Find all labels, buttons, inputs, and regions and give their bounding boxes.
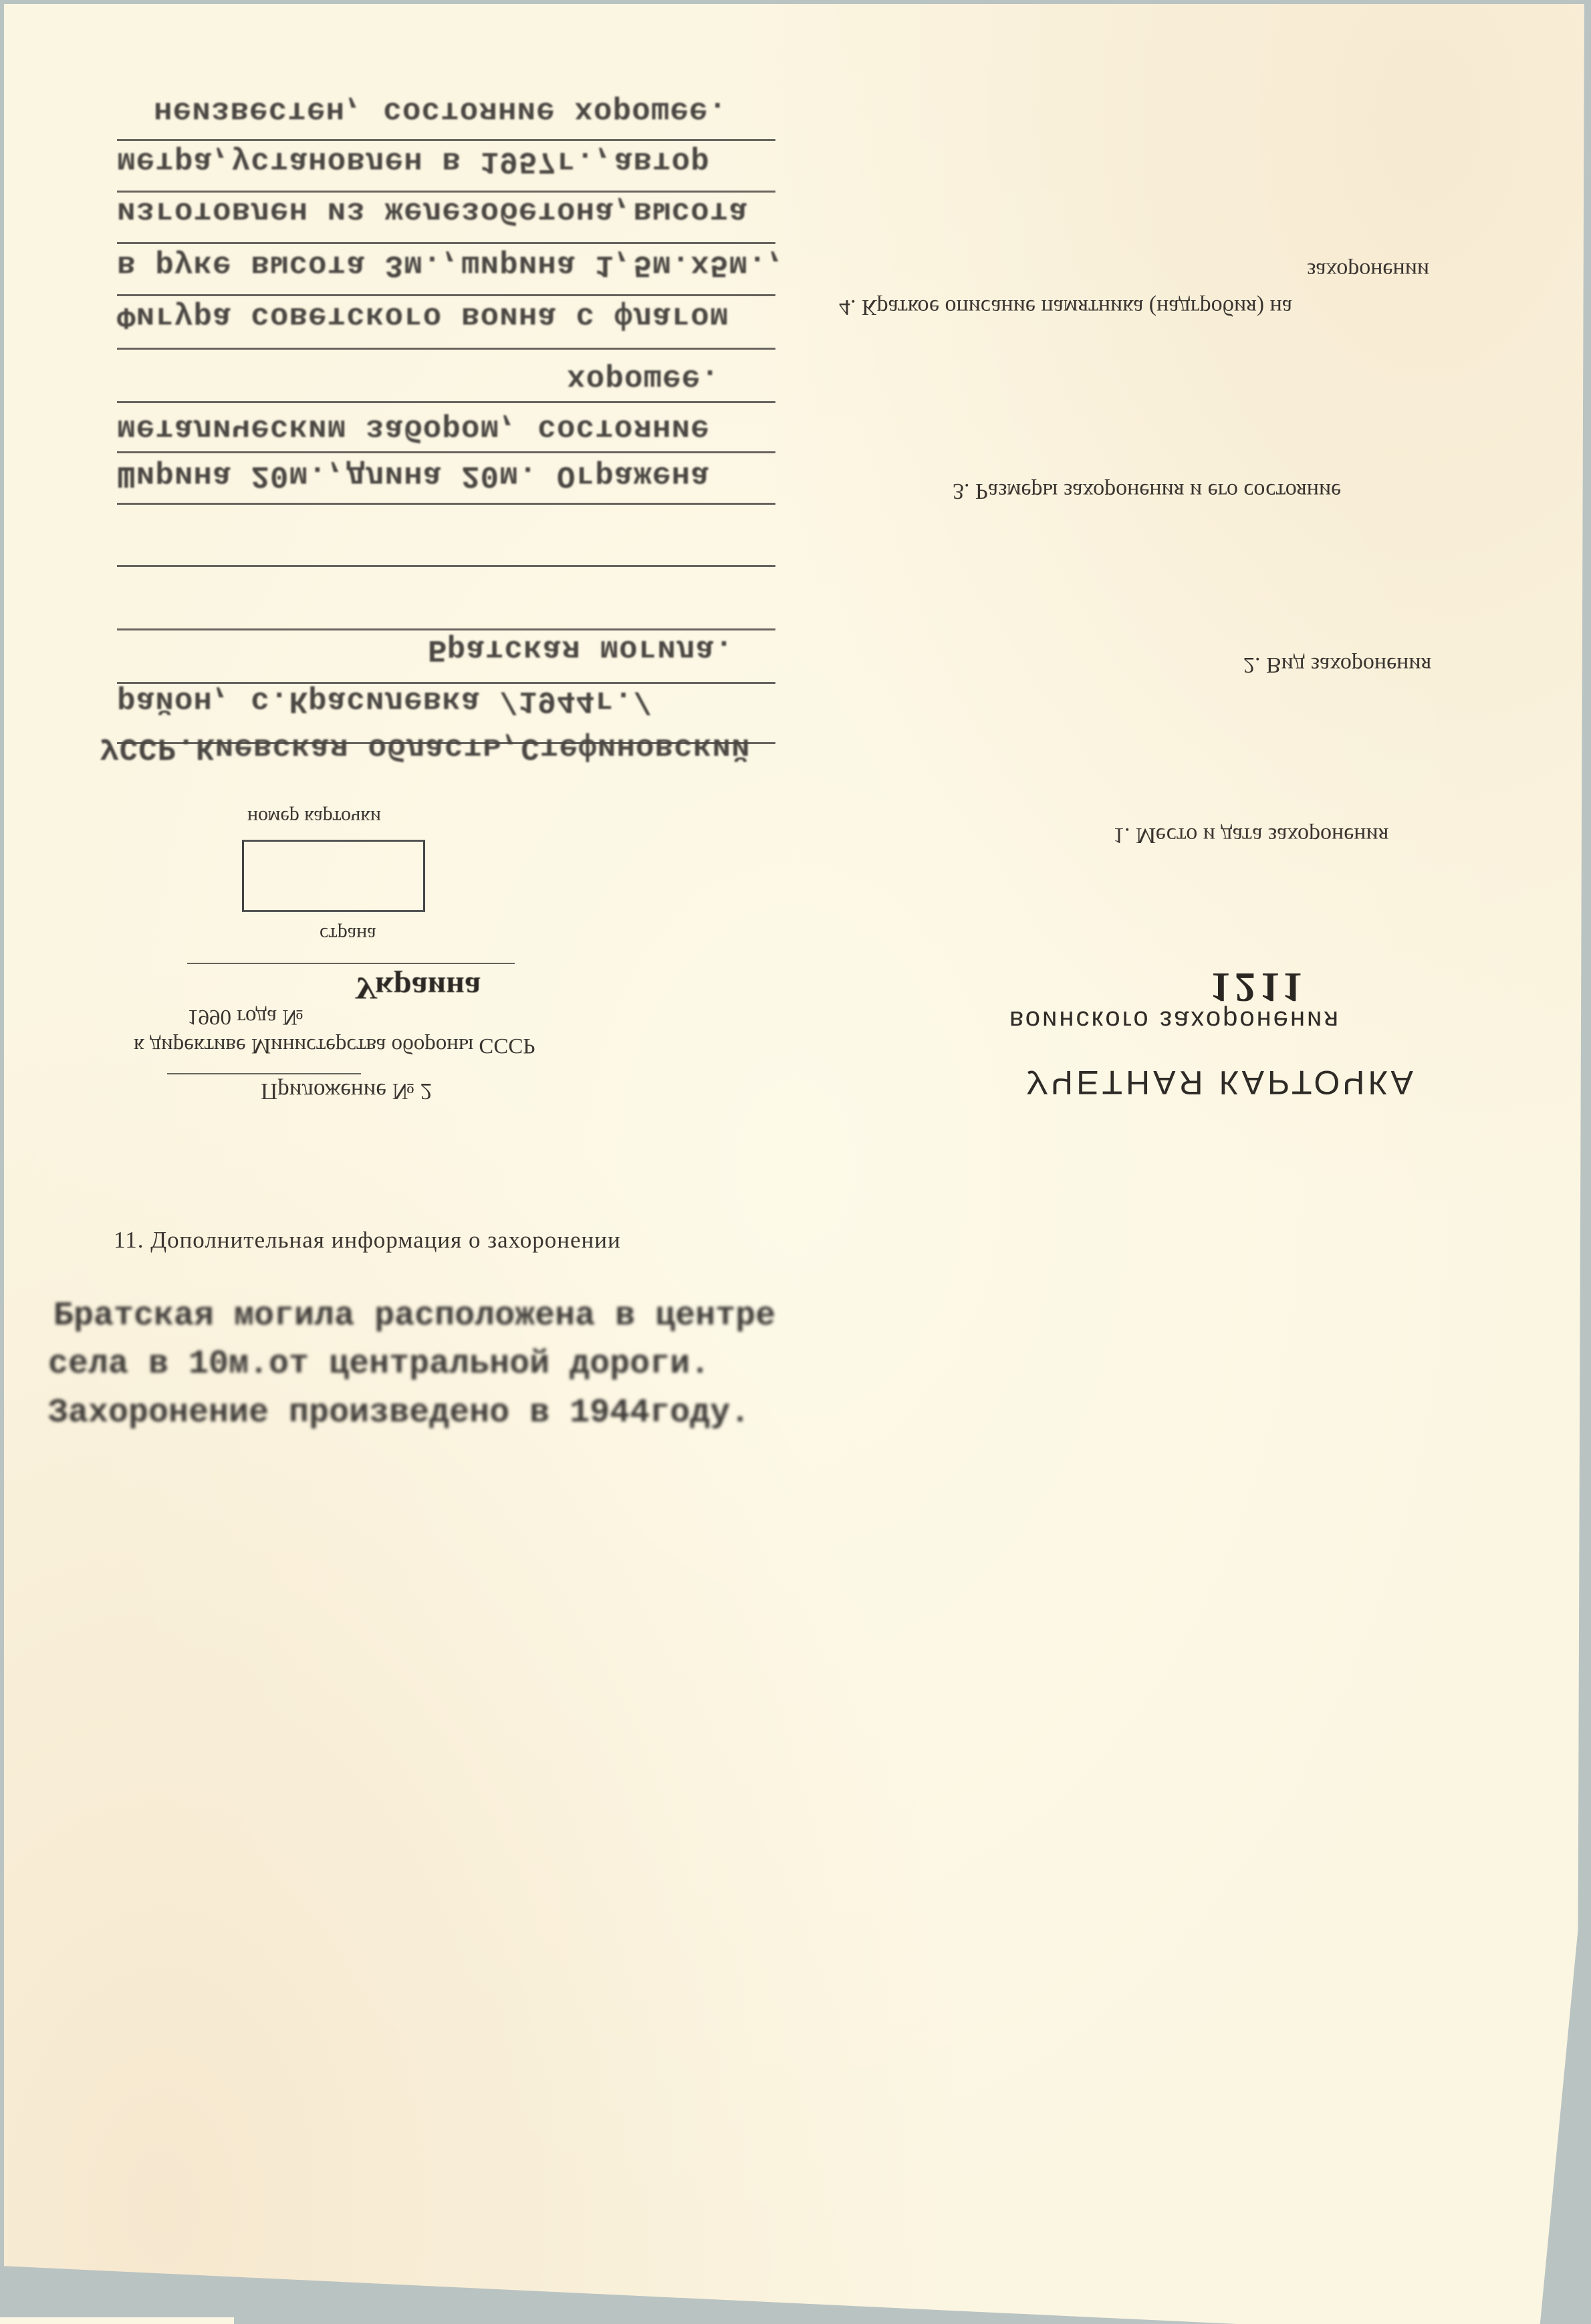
- field3-rule: [117, 401, 775, 403]
- field11-label: 11. Дополнительная информация о захоронении: [114, 1227, 621, 1253]
- field4-rule: [117, 242, 775, 244]
- field3-line1: Ширина 20м.,длина 20м. Огражена: [117, 458, 710, 493]
- appendix-line2: к директиве Министерства обороны СССР: [134, 1034, 535, 1058]
- field4-rule: [117, 294, 775, 296]
- field3-line2: металическим забором, состояние: [117, 411, 710, 446]
- blank-rule: [117, 565, 775, 567]
- field3-label: 3. Размеры захоронения и его состояние: [953, 479, 1342, 503]
- field2-value: Братская могила.: [428, 632, 734, 667]
- card-number-box[interactable]: [242, 840, 425, 912]
- field4-label-line1: 4. Краткое описание памятника (надгробия) на: [839, 295, 1292, 320]
- card-title: УЧЕТНАЯ КАРТОЧКА: [1026, 1064, 1417, 1101]
- country-value: Украина: [354, 970, 481, 1006]
- country-rule: [187, 963, 515, 964]
- country-caption: страна: [320, 923, 376, 945]
- card-subtitle: воинского захоронения: [1009, 1006, 1341, 1035]
- field4-rule: [117, 191, 775, 193]
- field1-label: 1. Место и дата захоронения: [1113, 823, 1389, 848]
- field2-label: 2. Вид захоронения: [1243, 653, 1432, 677]
- appendix-rule: [167, 1073, 361, 1074]
- appendix-line3: 1990 года №: [187, 1005, 303, 1029]
- field4-line3: изготовлен из железобетона,высота: [117, 194, 748, 229]
- field3-line3: хорошее.: [567, 361, 720, 396]
- field4-line4: метра,установлен в 1957г.,автор: [117, 144, 710, 179]
- card-number: 1211: [1210, 964, 1307, 1010]
- card-number-caption: номер карточки: [247, 806, 381, 828]
- field11-line1: Братская могила расположена в центре: [53, 1297, 776, 1335]
- field4-rule: [117, 139, 775, 141]
- field4-label-line2: захоронении: [1307, 258, 1430, 283]
- field4-line5: неизвестен, состояние хорошее.: [154, 94, 728, 128]
- field3-rule: [117, 503, 775, 505]
- field1-line2: район, с.Красилевка /1944г./: [117, 683, 652, 718]
- appendix-line1: Приложение № 2: [261, 1078, 433, 1105]
- field1-line1: УССР.Киевская область,Стефиновский: [100, 730, 751, 765]
- field3-rule: [117, 451, 775, 453]
- field11-line2: села в 10м.от центральной дороги.: [48, 1345, 711, 1383]
- field11-line3: Захоронение произведено в 1944году.: [48, 1394, 751, 1432]
- document-paper: [4, 4, 1584, 2324]
- field4-rule: [117, 348, 775, 350]
- field4-line1: Фигура советского воина с флагом: [117, 299, 729, 334]
- blank-rule: [117, 628, 775, 630]
- field4-line2: в руке высота 3м.,ширина 1,5м.х5м.,: [117, 247, 787, 282]
- paper-edge-strip: [0, 2317, 234, 2324]
